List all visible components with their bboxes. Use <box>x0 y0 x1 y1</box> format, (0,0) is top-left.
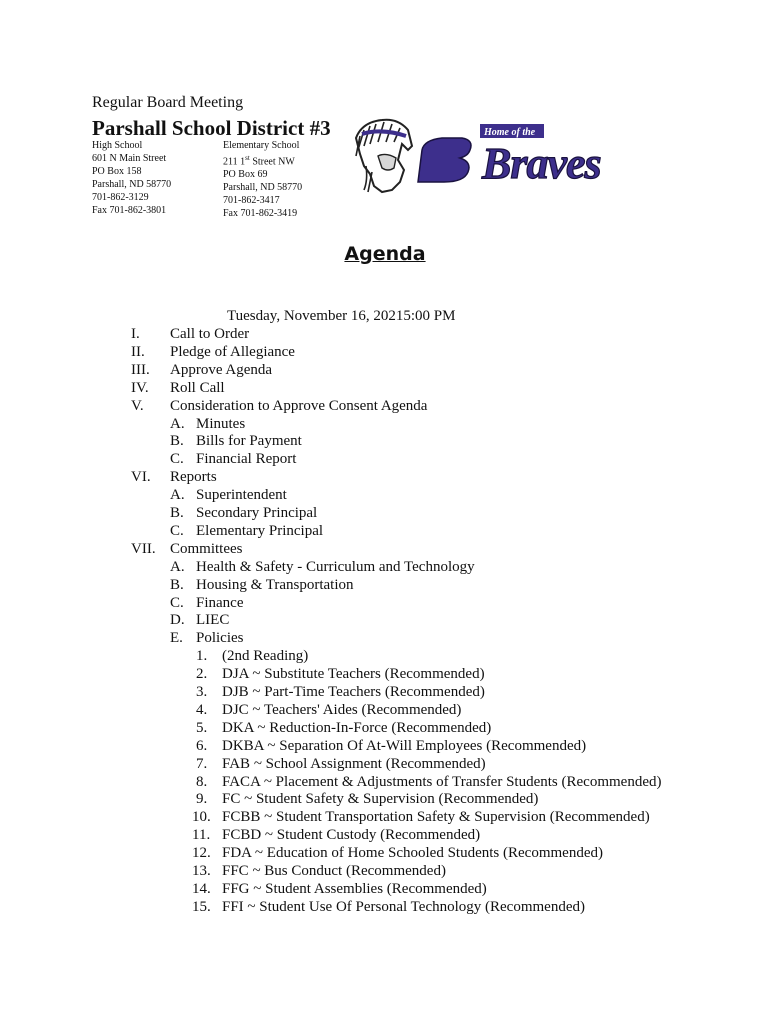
agenda-item-number: 1. <box>196 648 208 665</box>
agenda-item-text: Elementary Principal <box>196 522 324 539</box>
agenda-item-number: C. <box>170 594 184 611</box>
elementary-school-city: Parshall, ND 58770 <box>223 182 303 194</box>
agenda-item-number: A. <box>170 558 185 575</box>
braves-logo <box>352 116 608 196</box>
high-school-fax: Fax 701-862-3801 <box>92 205 167 216</box>
high-school-phone: 701-862-3129 <box>92 192 149 203</box>
agenda-item-text: Reports <box>170 469 217 486</box>
agenda-item-text: FFC ~ Bus Conduct (Recommended) <box>222 863 446 879</box>
agenda-item-text: Policies <box>196 630 244 647</box>
agenda-item-number: 14. <box>192 880 211 897</box>
agenda-item-text: Finance <box>196 594 244 611</box>
agenda-item-text: FAB ~ School Assignment (Recommended) <box>222 755 486 772</box>
agenda-item-text: Superintendent <box>196 487 287 504</box>
agenda-item-number: I. <box>131 326 140 342</box>
agenda-item-number: 7. <box>196 755 208 772</box>
agenda-item-text: DJC ~ Teachers' Aides (Recommended) <box>222 701 462 718</box>
agenda-item-text: FACA ~ Placement & Adjustments of Transfer Students (Recommended) <box>222 773 662 790</box>
agenda-item-text: Bills for Payment <box>196 433 302 450</box>
street-ordinal: st <box>245 154 250 162</box>
agenda-item-text: DKA ~ Reduction-In-Force (Recommended) <box>222 719 492 736</box>
high-school-name: High School <box>92 140 143 151</box>
high-school-street: 601 N Main Street <box>92 153 167 164</box>
high-school-po-box: PO Box 158 <box>92 166 142 177</box>
chief-head-icon <box>356 120 412 192</box>
agenda-item-number: III. <box>131 361 150 378</box>
agenda-item-number: 11. <box>192 827 211 844</box>
agenda-item-number: 15. <box>192 898 211 915</box>
agenda-item-text: Roll Call <box>170 379 225 396</box>
agenda-item-text: FCBB ~ Student Transportation Safety & Supervision (Recommended) <box>222 809 650 826</box>
agenda-item-number: 9. <box>196 791 208 808</box>
agenda-item-number: C. <box>170 522 184 539</box>
agenda-item-number: 10. <box>192 809 211 826</box>
agenda-item-number: 5. <box>196 719 208 736</box>
tagline: Home of the <box>484 127 536 138</box>
agenda-item-text: Secondary Principal <box>196 505 318 521</box>
agenda-item-number: 8. <box>196 773 208 790</box>
agenda-item-text: DJA ~ Substitute Teachers (Recommended) <box>222 666 485 683</box>
elementary-school-po-box: PO Box 69 <box>223 169 268 181</box>
meeting-date: Tuesday, November 16, 20215:00 PM <box>227 308 456 324</box>
agenda-item-number: C. <box>170 451 184 468</box>
elementary-school-fax: Fax 701-862-3419 <box>223 208 298 220</box>
agenda-item-text: LIEC <box>196 612 230 629</box>
agenda-item-number: A. <box>170 487 185 504</box>
agenda-item-text: FC ~ Student Safety & Supervision (Recommended) <box>222 791 539 808</box>
agenda-item-text: Committees <box>170 540 243 557</box>
street-rest: Street NW <box>249 156 295 168</box>
elementary-school-name: Elementary School <box>223 140 300 151</box>
agenda-item-number: II. <box>131 343 145 360</box>
agenda-item-number: IV. <box>131 379 149 396</box>
agenda-item-text: DJB ~ Part-Time Teachers (Recommended) <box>222 684 485 700</box>
elementary-school-address <box>223 139 302 220</box>
elementary-school-phone: 701-862-3417 <box>223 195 280 207</box>
agenda-item-text: Consideration to Approve Consent Agenda <box>170 397 428 414</box>
agenda-item-number: 13. <box>192 863 211 879</box>
agenda-item-number: B. <box>170 576 184 593</box>
agenda-item-number: VII. <box>131 540 156 557</box>
agenda-item-number: B. <box>170 433 184 450</box>
elementary-school-street <box>223 152 302 168</box>
agenda-item-text: Financial Report <box>196 451 297 468</box>
agenda-item-number: 3. <box>196 684 208 700</box>
agenda-item-number: 12. <box>192 845 211 862</box>
agenda-item-text: DKBA ~ Separation Of At-Will Employees (Recommended) <box>222 737 587 754</box>
agenda-item-number: 6. <box>196 737 208 754</box>
agenda-item-text: Approve Agenda <box>170 361 273 378</box>
high-school-city: Parshall, ND 58770 <box>92 179 172 190</box>
agenda-item-text: FCBD ~ Student Custody (Recommended) <box>222 827 481 844</box>
agenda-item-text: Health & Safety - Curriculum and Technology <box>196 558 475 575</box>
agenda-title: Agenda <box>344 243 426 265</box>
agenda-item-number: VI. <box>131 469 151 486</box>
agenda-item-number: B. <box>170 505 184 521</box>
high-school-address <box>92 139 171 217</box>
team-name: Braves <box>482 139 601 188</box>
agenda-item-number: 4. <box>196 701 208 718</box>
agenda-item-number: 2. <box>196 666 208 683</box>
agenda-item-text: Minutes <box>196 415 246 432</box>
agenda-item-number: E. <box>170 630 183 647</box>
agenda-item-number: A. <box>170 415 185 432</box>
agenda-item-text: FFI ~ Student Use Of Personal Technology (Recommended) <box>222 898 585 915</box>
meeting-type: Regular Board Meeting <box>92 94 244 111</box>
agenda-item-text: (2nd Reading) <box>222 648 309 665</box>
agenda-item-text: Call to Order <box>170 326 250 342</box>
agenda-item-text: FDA ~ Education of Home Schooled Students (Recommended) <box>222 845 603 862</box>
agenda-item-number: V. <box>131 397 144 414</box>
district-name: Parshall School District #3 <box>92 116 331 140</box>
braves-wordmark <box>418 124 601 188</box>
agenda-item-text: Pledge of Allegiance <box>170 343 295 360</box>
agenda-item-text: Housing & Transportation <box>196 576 354 593</box>
agenda-item-text: FFG ~ Student Assemblies (Recommended) <box>222 880 487 897</box>
street-number: 211 1 <box>223 156 246 168</box>
agenda-item-number: D. <box>170 612 185 629</box>
